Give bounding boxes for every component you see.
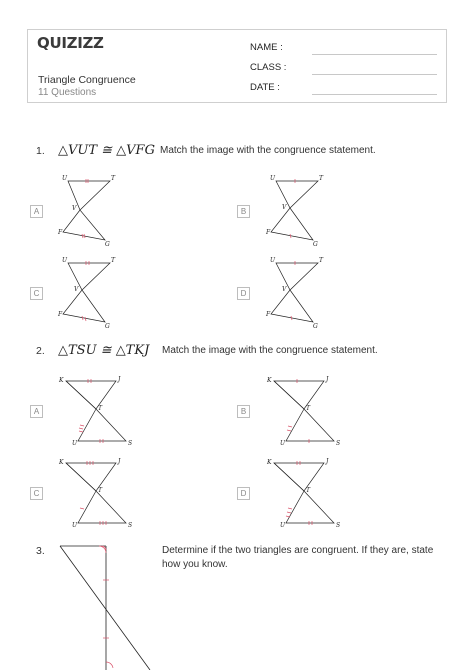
q2a-vertex-u: U — [72, 440, 78, 447]
q2-option-d[interactable]: D — [237, 487, 250, 500]
q1-option-a[interactable]: A — [30, 205, 43, 218]
q1c-vertex-t: T — [111, 257, 116, 264]
q2b-vertex-t: T — [306, 405, 311, 412]
q2d-vertex-k: K — [267, 459, 272, 466]
q2-figure-b — [266, 375, 344, 447]
q1c-vertex-u: U — [62, 257, 68, 264]
q1a-vertex-g: G — [105, 241, 110, 248]
q2-figure-c — [58, 457, 136, 529]
question-1-statement: △VUT ≅ △VFG — [58, 143, 155, 158]
question-3-number: 3. — [36, 545, 45, 557]
q1c-vertex-f: F — [58, 311, 63, 318]
worksheet-title: Triangle Congruence — [38, 74, 136, 86]
q2c-vertex-s: S — [128, 522, 133, 529]
question-count: 11 Questions — [38, 87, 97, 98]
q1d-vertex-u: U — [270, 257, 276, 264]
q1b-vertex-t: T — [319, 175, 324, 182]
q1a-vertex-u: U — [62, 175, 68, 182]
q2-option-a[interactable]: A — [30, 405, 43, 418]
q2-option-c[interactable]: C — [30, 487, 43, 500]
name-field[interactable] — [312, 54, 437, 55]
q2c-vertex-j: J — [118, 458, 121, 465]
q1b-vertex-g: G — [313, 241, 318, 248]
q2-figure-d — [266, 457, 344, 529]
class-field[interactable] — [312, 74, 437, 75]
q1d-vertex-v: V — [282, 286, 287, 293]
q2b-vertex-u: U — [280, 440, 286, 447]
q2b-vertex-k: K — [267, 377, 272, 384]
q2d-vertex-s: S — [336, 522, 341, 529]
question-1-number: 1. — [36, 145, 45, 157]
question-2-statement: △TSU ≅ △TKJ — [58, 343, 150, 358]
q1-option-b[interactable]: B — [237, 205, 250, 218]
q1c-vertex-v: V — [74, 286, 79, 293]
q2c-vertex-t: T — [98, 487, 103, 494]
question-3-prompt: Determine if the two triangles are congruent. If they are, state how you know. — [162, 545, 434, 570]
q2a-vertex-k: K — [59, 377, 64, 384]
date-field[interactable] — [312, 94, 437, 95]
q1-option-c[interactable]: C — [30, 287, 43, 300]
q1-figure-c — [58, 258, 118, 328]
q1d-vertex-f: F — [266, 311, 271, 318]
q1d-vertex-t: T — [319, 257, 324, 264]
q2-option-b[interactable]: B — [237, 405, 250, 418]
name-label: NAME : — [250, 42, 283, 53]
q1d-vertex-g: G — [313, 323, 318, 330]
question-2-prompt: Match the image with the congruence statement. — [162, 345, 378, 356]
q1-figure-a — [58, 176, 118, 246]
q1a-vertex-f: F — [58, 229, 63, 236]
question-2-number: 2. — [36, 345, 45, 357]
q2b-vertex-j: J — [326, 376, 329, 383]
q1b-vertex-u: U — [270, 175, 276, 182]
q2a-vertex-t: T — [98, 405, 103, 412]
q2-figure-a — [58, 375, 136, 447]
q1a-vertex-t: T — [111, 175, 116, 182]
worksheet-header — [27, 29, 447, 103]
q1-figure-b — [266, 176, 326, 246]
q1c-vertex-g: G — [105, 323, 110, 330]
class-label: CLASS : — [250, 62, 287, 73]
q2d-vertex-j: J — [326, 458, 329, 465]
q1a-vertex-v: V — [72, 205, 77, 212]
q1b-vertex-f: F — [266, 229, 271, 236]
q2a-vertex-j: J — [118, 376, 121, 383]
q2d-vertex-u: U — [280, 522, 286, 529]
q1-option-d[interactable]: D — [237, 287, 250, 300]
date-label: DATE : — [250, 82, 280, 93]
q2c-vertex-u: U — [72, 522, 78, 529]
quizizz-logo: QUIZIZZ — [37, 34, 104, 52]
q2d-vertex-t: T — [306, 487, 311, 494]
q1b-vertex-v: V — [282, 204, 287, 211]
q2a-vertex-s: S — [128, 440, 133, 447]
q2c-vertex-k: K — [59, 459, 64, 466]
q3-figure — [58, 544, 158, 670]
q2b-vertex-s: S — [336, 440, 341, 447]
q1-figure-d — [266, 258, 326, 328]
question-1-prompt: Match the image with the congruence statement. — [160, 145, 376, 156]
